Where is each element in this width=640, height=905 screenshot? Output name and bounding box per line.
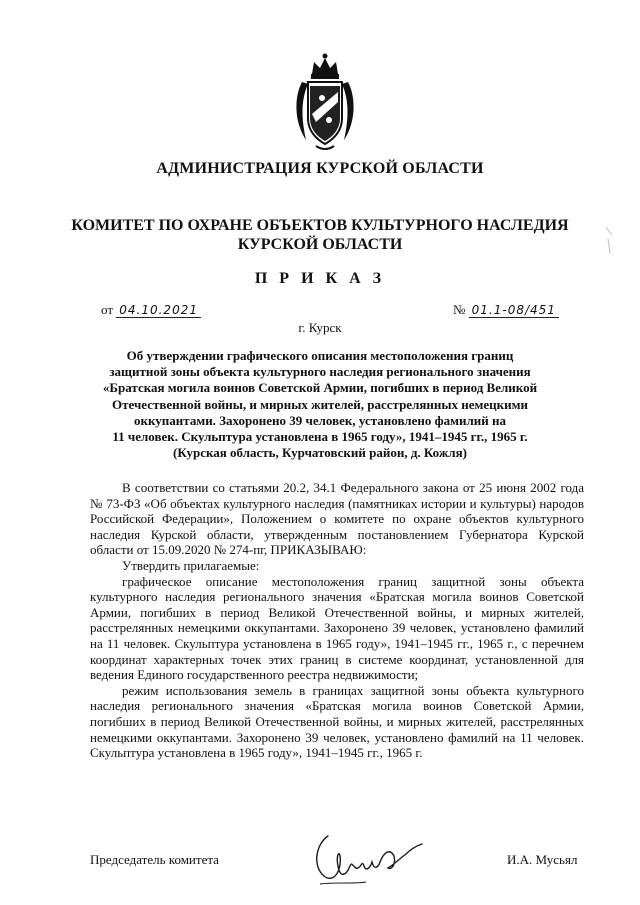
- scan-mark-icon: [604, 225, 614, 255]
- order-number: [453, 302, 559, 318]
- number-prefix: №: [453, 302, 466, 317]
- date-prefix: от: [101, 302, 114, 317]
- city: г. Курск: [298, 320, 342, 335]
- administration-heading: АДМИНИСТРАЦИЯ КУРСКОЙ ОБЛАСТИ: [156, 160, 484, 177]
- signer-name: И.А. Мусьял: [507, 852, 578, 867]
- signer-position: Председатель комитета: [90, 852, 219, 867]
- title-line: «Братская могила воинов Советской Армии, погибших в период Великой: [102, 380, 538, 396]
- title-line: (Курская область, Курчатовский район, д. Кожля): [173, 445, 467, 461]
- date-value: 04.10.2021: [116, 303, 201, 318]
- title-line: 11 человек. Скульптура установлена в 1965 году», 1941–1945 гг., 1965 г.: [112, 429, 528, 445]
- body-paragraph: Утвердить прилагаемые:: [122, 557, 260, 573]
- body-paragraph: В соответствии со статьями 20.2, 34.1 Федерального закона от 25 июня 2002 года № 73-ФЗ «Об объектах культурного наследия (памятниках истории и культуры) народов Российской Федерации», Положением о комитете по охране объектов культурного наследия Курской области, утвержденным постановлением Губернатора Курской области от 15.09.2020 № 274-пг, ПРИКАЗЫВАЮ:: [90, 480, 584, 558]
- committee-heading: [0, 216, 640, 254]
- title-line: Об утверждении графического описания местоположения границ: [126, 348, 514, 363]
- order-body: [90, 480, 584, 761]
- order-title: [0, 348, 640, 461]
- title-line: Отечественной войны, и мирных жителей, расстрелянных немецкими: [112, 396, 528, 412]
- order-date: [101, 302, 201, 318]
- committee-heading-line: КОМИТЕТ ПО ОХРАНЕ ОБЪЕКТОВ КУЛЬТУРНОГО НАСЛЕДИЯ: [71, 217, 569, 234]
- title-line: оккупантами. Захоронено 39 человек, установлено фамилий на: [134, 412, 506, 428]
- committee-heading-line: КУРСКОЙ ОБЛАСТИ: [237, 236, 403, 253]
- body-paragraph: режим использования земель в границах защитной зоны объекта культурного наследия регионального значения «Братская могила воинов Советской Армии, погибших в период Великой Отечественной войны, и мирных жителей, расстрелянных немецкими оккупантами. Захоронено 39 человек, установлено фамилий на 11 человек. Скульптура установлена в 1965 году», 1941–1945 гг., 1965 г.: [90, 682, 584, 761]
- title-line: защитной зоны объекта культурного наследия регионального значения: [109, 364, 531, 380]
- document-type: П Р И К А З: [254, 270, 386, 287]
- number-value: 01.1-08/451: [469, 303, 559, 318]
- body-paragraph: графическое описание местоположения границ защитной зоны объекта культурного наследия регионального значения «Братская могила воинов Советской Армии, погибших в период Великой Отечественной войны, и мирных жителей, расстрелянных немецкими оккупантами. Захоронено 39 человек, установлено фамилий на 11 человек. Скульптура установлена в 1965 году», 1941–1945 гг., 1965 г., с перечнем координат характерных точек этих границ в системе координат, установленной для ведения Единого государственного реестра недвижимости;: [90, 573, 584, 683]
- coat-of-arms-icon: [292, 52, 358, 152]
- signature-icon: [306, 826, 426, 890]
